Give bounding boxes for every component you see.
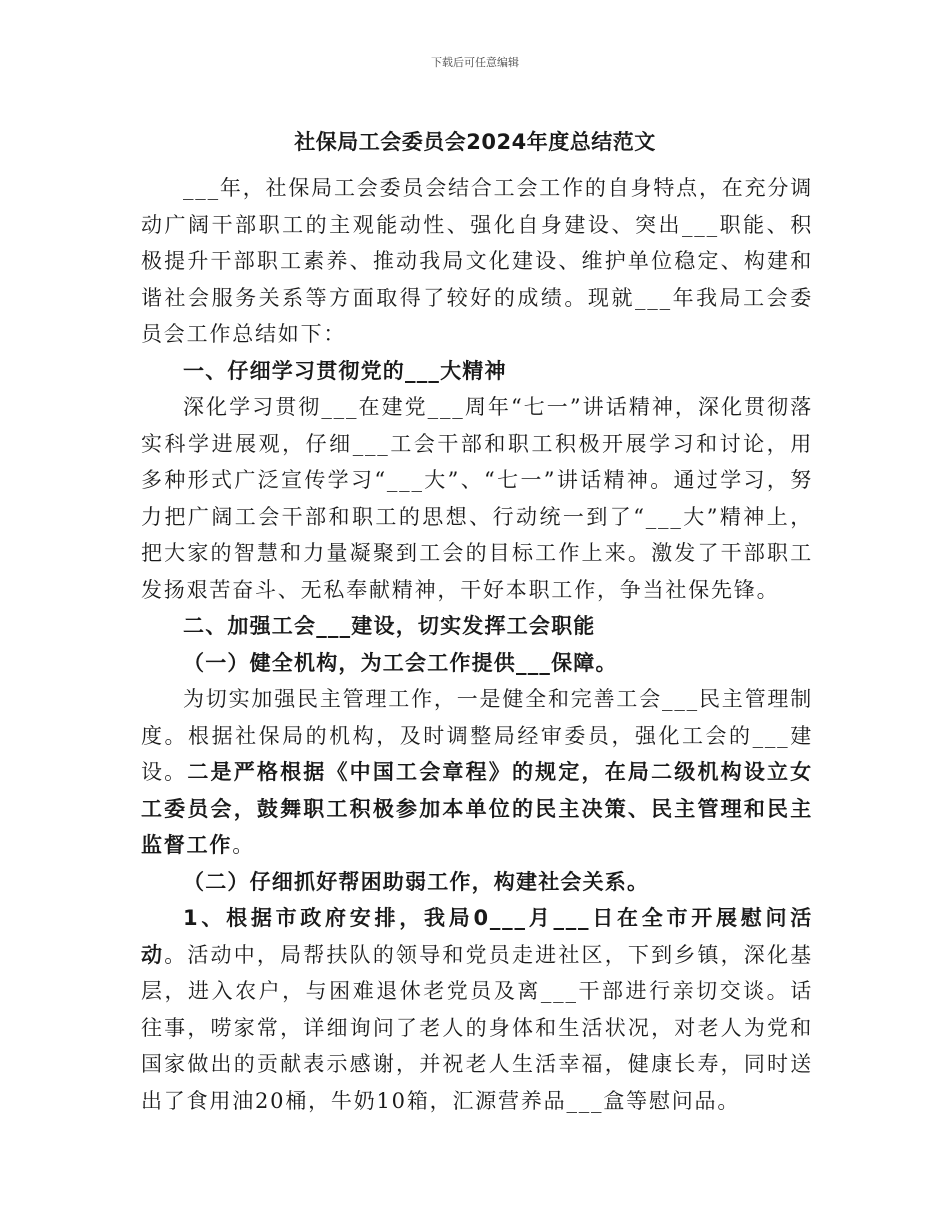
paragraph-organization bbox=[141, 681, 813, 864]
subsection-heading-2: （二）仔细抓好帮困助弱工作，构建社会关系。 bbox=[183, 869, 650, 894]
subsection-heading-1: （一）健全机构，为工会工作提供___保障。 bbox=[183, 650, 618, 675]
document-title: 社保局工会委员会2024年度总结范文 bbox=[294, 130, 656, 154]
section-heading-1: 一、仔细学习贯彻党的___大精神 bbox=[183, 358, 507, 383]
paragraph-organization-end: 。 bbox=[232, 833, 256, 857]
section-heading-2: 二、加强工会___建设，切实发挥工会职能 bbox=[183, 614, 596, 638]
paragraph-organization-bold: 二是严格根据《中国工会章程》的规定，在局二级机构设立女工委员会，鼓舞职工积极参加本单位的民主决策、民主管理和民主监督工作 bbox=[141, 760, 813, 857]
paragraph-intro: ___年，社保局工会委员会结合工会工作的自身特点，在充分调动广阔干部职工的主观能动性、强化自身建设、突出___职能、积极提升干部职工素养、推动我局文化建设、维护单位稳定、构建和谐社会服务关系等方面取得了较好的成绩。现就___年我局工会委员会工作总结如下： bbox=[141, 176, 813, 346]
document-body bbox=[141, 170, 813, 1119]
paragraph-visit bbox=[141, 900, 813, 1119]
paragraph-study: 深化学习贯彻___在建党___周年“七一”讲话精神，深化贯彻落实科学进展观，仔细___工会干部和职工积极开展学习和讨论，用多种形式广泛宣传学习“___大”、“七一”讲话精神。通过学习，努力把广阔工会干部和职工的思想、行动统一到了“___大”精神上，把大家的智慧和力量凝聚到工会的目标工作上来。激发了干部职工发扬艰苦奋斗、无私奉献精神，干好本职工作，争当社保先锋。 bbox=[141, 395, 813, 602]
paragraph-organization-text: 为切实加强民主管理工作，一是健全和完善工会___民主管理制度。根据社保局的机构，及时调整局经审委员，强化工会的___建设。 bbox=[141, 687, 813, 784]
paragraph-visit-text: 。活动中，局帮扶队的领导和党员走进社区，下到乡镇，深化基层，进入农户，与困难退休老党员及离___干部进行亲切交谈。话往事，唠家常，详细询问了老人的身体和生活状况，对老人为党和国家做出的贡献表示感谢，并祝老人生活幸福，健康长寿，同时送出了食用油20桶，牛奶10箱，汇源营养品___盒等慰问品。 bbox=[141, 942, 813, 1113]
header-note: 下载后可任意编辑 bbox=[431, 56, 519, 69]
paragraph-visit-bold: 1、根据市政府安排，我局0___月___日在全市开展慰问活动 bbox=[141, 906, 813, 967]
